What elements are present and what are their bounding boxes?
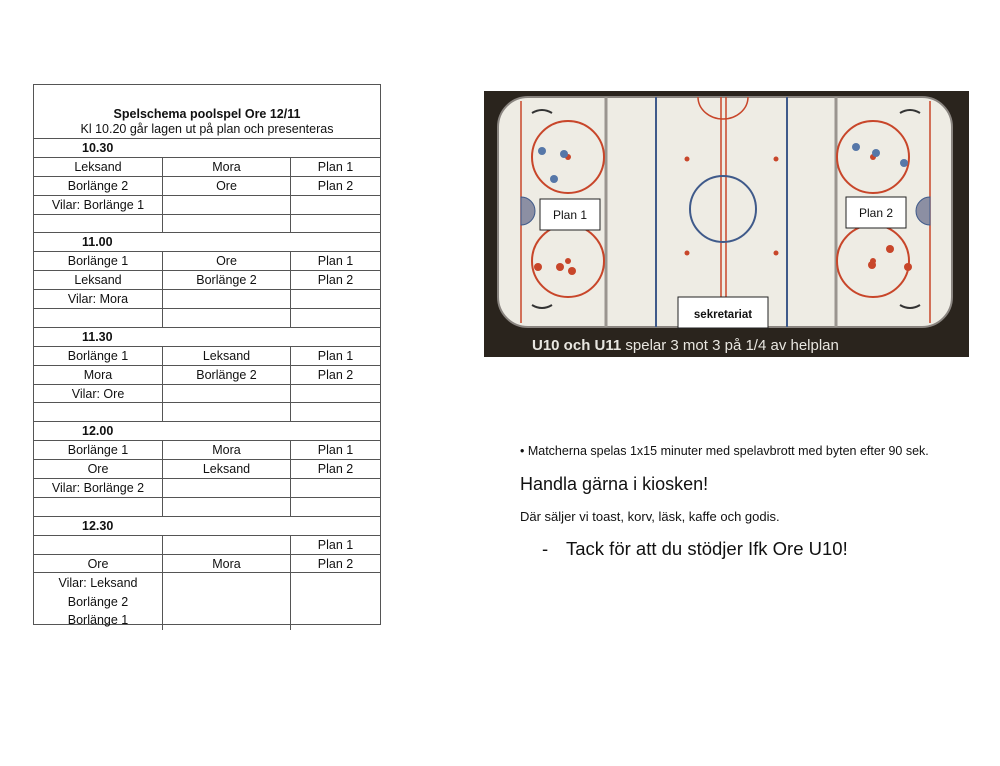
resting-team: Borlänge 2 <box>67 594 129 609</box>
team-home-cell <box>34 309 163 327</box>
team-away-cell: Mora <box>163 158 291 176</box>
team-home-cell: Vilar: Mora <box>34 290 163 308</box>
rink-label-secretariat: sekretariat <box>693 309 753 321</box>
field-cell <box>291 385 380 403</box>
time-cell: 12.00 <box>82 424 114 439</box>
team-home-cell: Vilar: Borlänge 1 <box>34 196 163 214</box>
match-row <box>34 177 380 196</box>
match-row <box>34 498 380 517</box>
team-home-cell <box>34 536 163 554</box>
schedule-title: Spelschema poolspel Ore 12/11 <box>113 107 301 121</box>
rink-caption-bold: U10 och U11 <box>532 337 622 354</box>
team-away-cell: Ore <box>163 177 291 195</box>
field-cell <box>291 196 380 214</box>
field-cell: Plan 1 <box>317 254 354 269</box>
team-away-cell: Mora <box>163 555 291 573</box>
info-section <box>520 442 960 560</box>
field-cell <box>291 498 380 516</box>
empty-cell <box>291 573 380 630</box>
match-row <box>34 460 380 479</box>
thanks-dash: - <box>542 538 549 559</box>
match-row <box>34 555 380 574</box>
team-away-cell: Ore <box>163 252 291 270</box>
resting-team: Vilar: Leksand <box>58 576 138 591</box>
field-cell: Plan 2 <box>317 556 354 571</box>
team-home-cell: Borlänge 1 <box>34 441 163 459</box>
thanks-text: Tack för att du stödjer Ifk Ore U10! <box>566 538 848 559</box>
team-home-cell: Borlänge 2 <box>34 177 163 195</box>
field-cell: Plan 2 <box>317 367 354 382</box>
team-away-cell: Mora <box>163 441 291 459</box>
team-home-cell <box>34 403 163 421</box>
svg-text:U10 och U11 spelar 3 mot 3 på <box>532 337 839 354</box>
team-away-cell <box>163 385 291 403</box>
match-row <box>34 309 380 328</box>
schedule-body <box>34 139 380 630</box>
field-cell <box>291 479 380 497</box>
time-row <box>34 517 380 536</box>
team-away-cell <box>163 479 291 497</box>
team-away-cell <box>163 290 291 308</box>
rink-label-plan1: Plan 1 <box>552 208 588 222</box>
team-home-cell: Borlänge 1 <box>34 347 163 365</box>
match-row <box>34 271 380 290</box>
team-away-cell <box>163 196 291 214</box>
match-row <box>34 479 380 498</box>
field-cell <box>291 403 380 421</box>
team-home-cell <box>34 215 163 233</box>
team-home-cell: Mora <box>34 366 163 384</box>
kiosk-heading: Handla gärna i kiosken! <box>520 474 709 494</box>
team-home-cell: Leksand <box>34 158 163 176</box>
match-row <box>34 347 380 366</box>
team-home-cell: Vilar: Ore <box>34 385 163 403</box>
match-row <box>34 290 380 309</box>
field-cell: Plan 1 <box>317 443 354 458</box>
resting-row <box>34 573 380 630</box>
match-info-bullet: • Matcherna spelas 1x15 minuter med spelavbrott med byten efter 90 sek. <box>520 444 929 458</box>
rink-caption-rest: spelar 3 mot 3 på 1/4 av helplan <box>621 337 839 354</box>
match-row <box>34 196 380 215</box>
empty-cell <box>163 573 291 630</box>
field-cell: Plan 1 <box>317 348 354 363</box>
time-cell: 12.30 <box>82 518 114 533</box>
thanks-line <box>542 538 960 560</box>
team-away-cell: Borlänge 2 <box>163 271 291 289</box>
match-row <box>34 441 380 460</box>
rink-label-plan2: Plan 2 <box>858 206 894 220</box>
resting-team: Borlänge 1 <box>67 613 129 628</box>
team-away-cell <box>163 403 291 421</box>
match-row <box>34 385 380 404</box>
match-row <box>34 403 380 422</box>
team-home-cell: Leksand <box>34 271 163 289</box>
match-row <box>34 252 380 271</box>
match-row <box>34 366 380 385</box>
field-cell <box>291 215 380 233</box>
time-row <box>34 233 380 252</box>
team-home-cell <box>34 498 163 516</box>
team-away-cell: Leksand <box>163 460 291 478</box>
time-row <box>34 328 380 347</box>
field-cell <box>291 290 380 308</box>
team-away-cell <box>163 536 291 554</box>
field-cell: Plan 2 <box>317 178 354 193</box>
team-away-cell: Borlänge 2 <box>163 366 291 384</box>
field-cell <box>291 309 380 327</box>
field-cell: Plan 2 <box>317 462 354 477</box>
time-row <box>34 139 380 158</box>
match-row <box>34 158 380 177</box>
time-row <box>34 422 380 441</box>
schedule-table <box>33 84 381 628</box>
rink-image <box>484 91 969 357</box>
team-away-cell <box>163 498 291 516</box>
team-home-cell: Vilar: Borlänge 2 <box>34 479 163 497</box>
match-row <box>34 215 380 234</box>
match-row <box>34 536 380 555</box>
schedule-header <box>34 85 380 139</box>
team-away-cell: Leksand <box>163 347 291 365</box>
schedule-subtitle: Kl 10.20 går lagen ut på plan och presenteras <box>80 122 334 136</box>
kiosk-items-text: Där säljer vi toast, korv, läsk, kaffe och godis. <box>520 509 780 524</box>
time-cell: 10.30 <box>82 140 114 155</box>
team-home-cell: Ore <box>34 460 163 478</box>
resting-teams-cell <box>34 573 163 630</box>
team-home-cell: Ore <box>34 555 163 573</box>
field-cell: Plan 2 <box>317 273 354 288</box>
team-away-cell <box>163 215 291 233</box>
time-cell: 11.30 <box>82 329 113 344</box>
team-home-cell: Borlänge 1 <box>34 252 163 270</box>
field-cell: Plan 1 <box>317 159 354 174</box>
field-cell: Plan 1 <box>317 537 354 552</box>
time-cell: 11.00 <box>82 235 113 250</box>
team-away-cell <box>163 309 291 327</box>
